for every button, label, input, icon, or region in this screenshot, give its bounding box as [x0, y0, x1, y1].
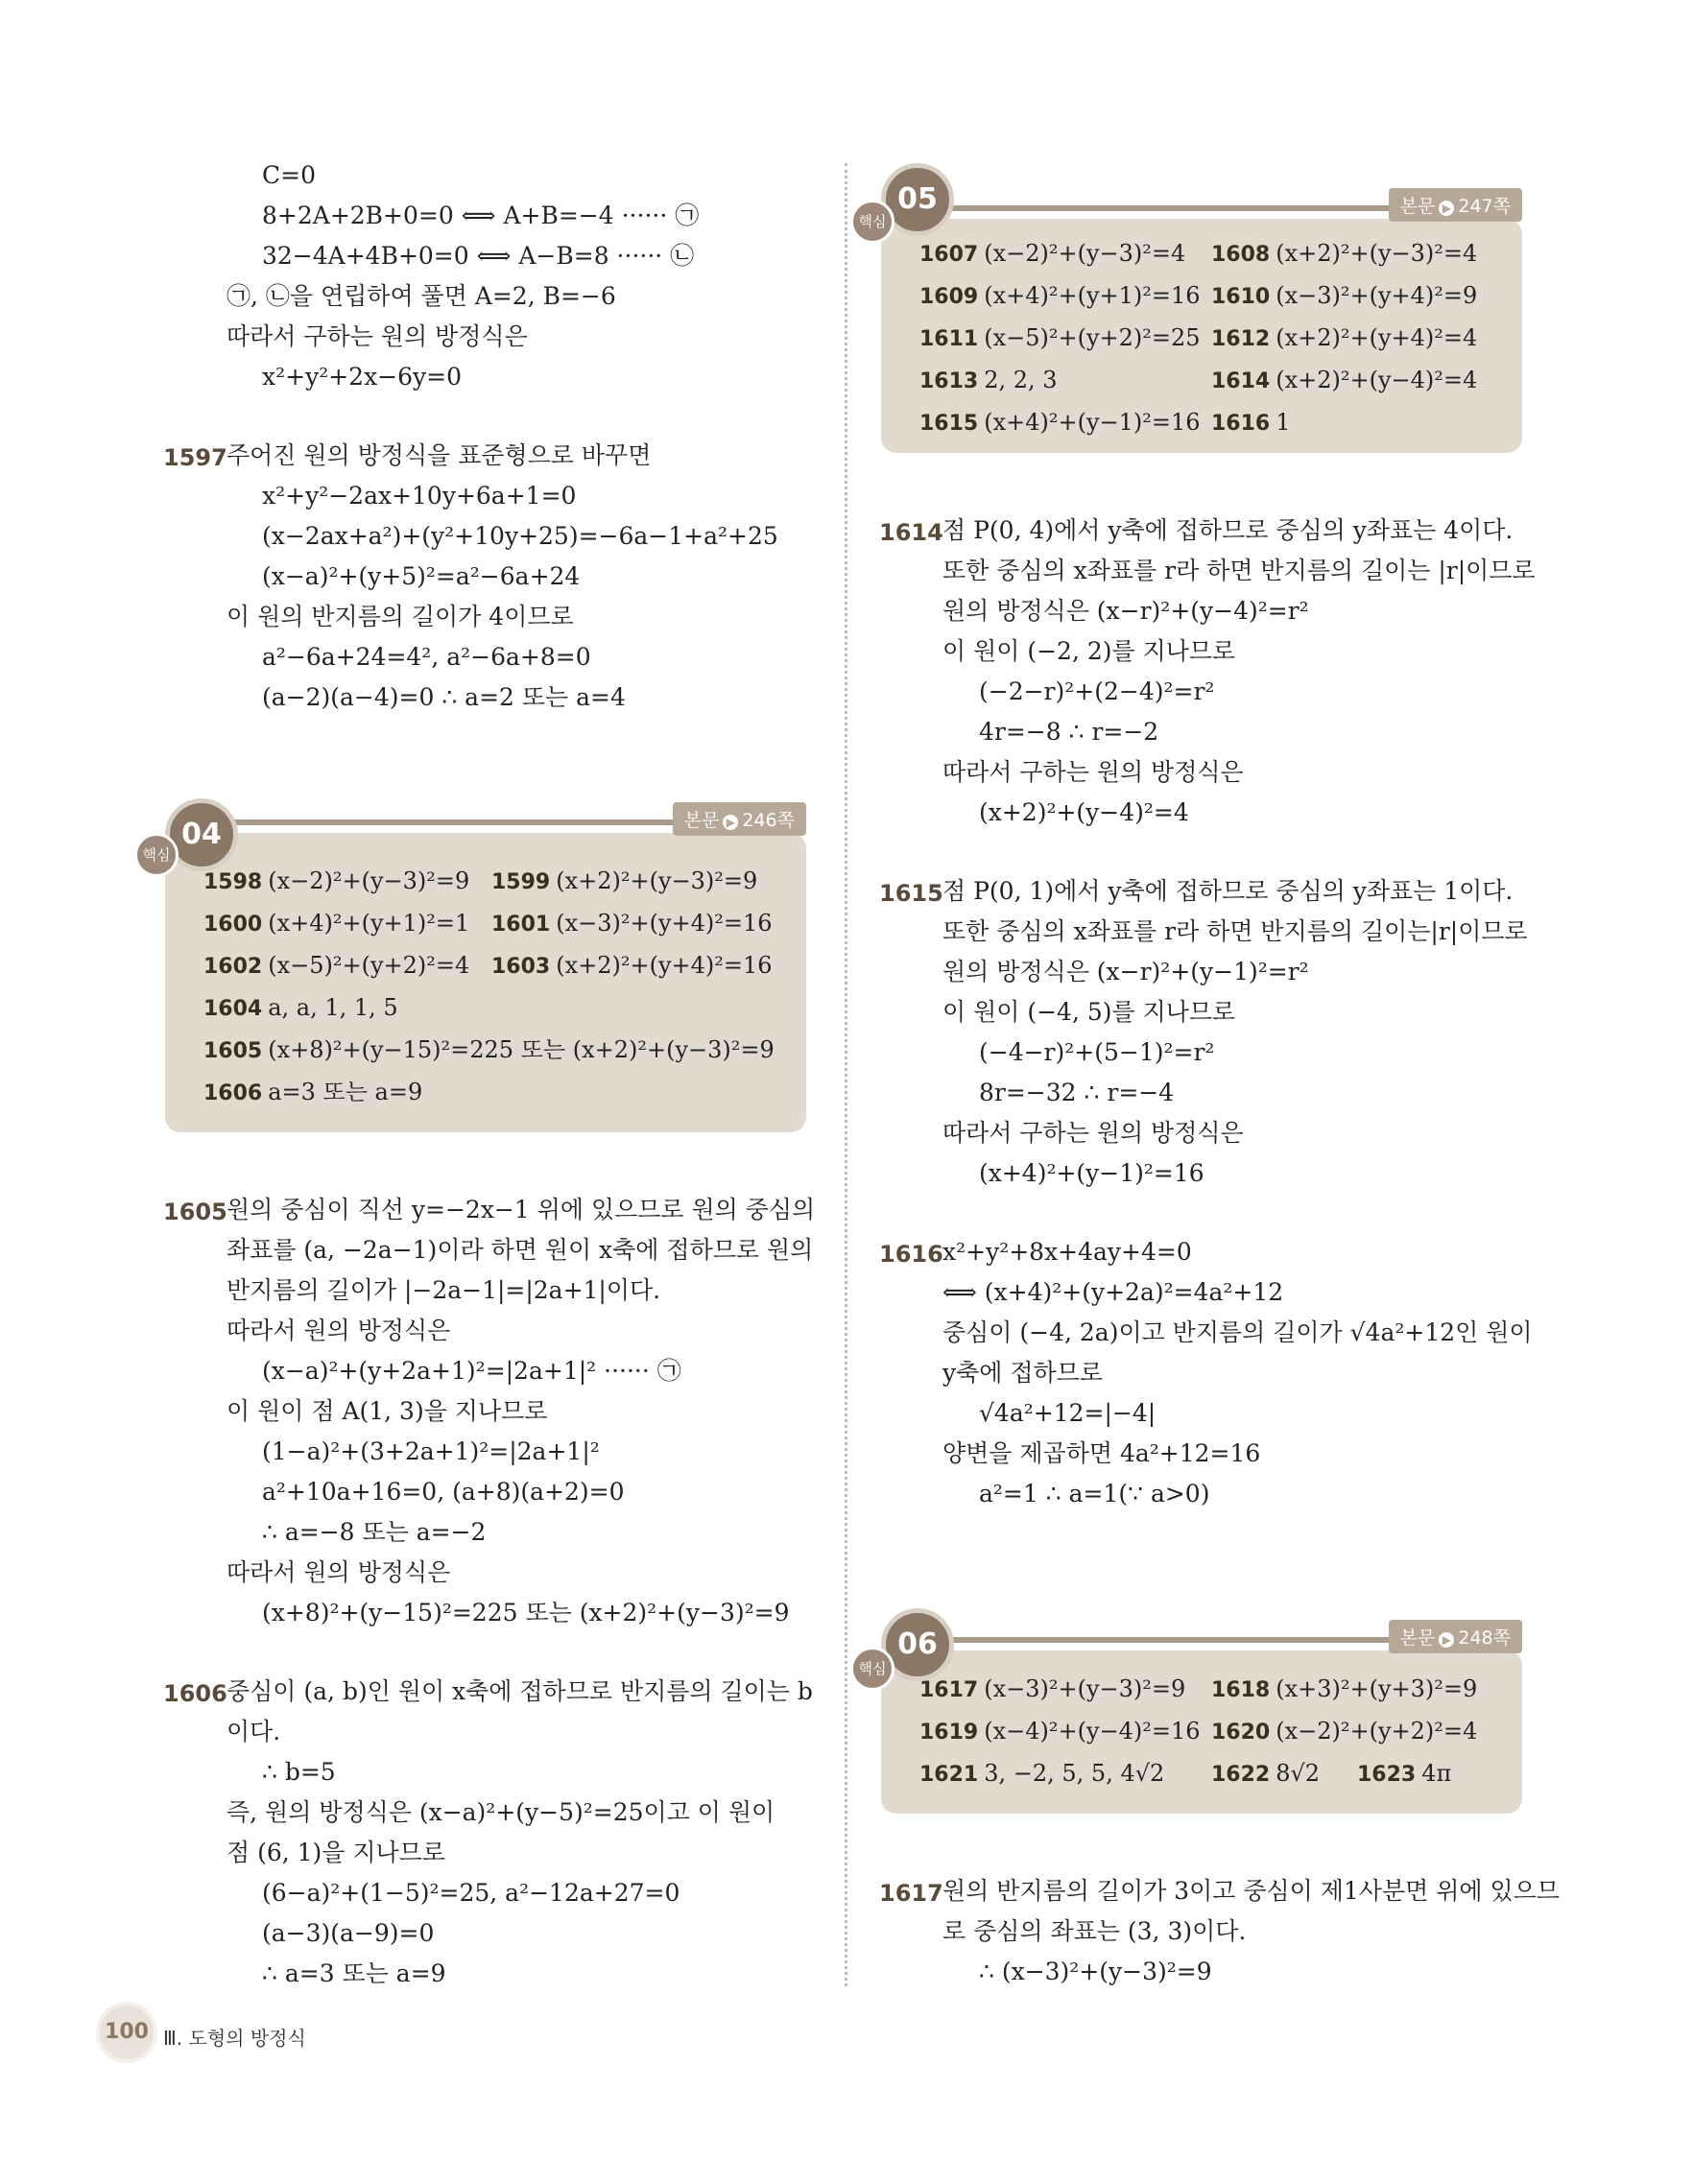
text-line: 8+2A+2B+0=0 ⟺ A+B=−4 ······ ㉠: [262, 202, 700, 229]
text-line: 또한 중심의 x좌표를 r라 하면 반지름의 길이는 |r|이므로: [942, 557, 1536, 584]
text-line: 원의 중심이 직선 y=−2x−1 위에 있으므로 원의 중심의: [227, 1196, 816, 1223]
text-line: 따라서 구하는 원의 방정식은: [942, 758, 1244, 786]
text-line: (x−2ax+a²)+(y²+10y+25)=−6a−1+a²+25: [262, 522, 778, 550]
text-line: 반지름의 길이가 |−2a−1|=|2a+1|이다.: [227, 1276, 661, 1304]
text-line: 원의 반지름의 길이가 3이고 중심이 제1사분면 위에 있으므: [942, 1877, 1560, 1905]
text-line: ⟺ (x+4)²+(y+2a)²=4a²+12: [942, 1278, 1284, 1306]
arrow-icon: ▶: [723, 815, 738, 830]
text-line: (a−3)(a−9)=0: [262, 1919, 435, 1947]
text-line: ∴ a=−8 또는 a=−2: [262, 1518, 487, 1546]
text-line: 점 P(0, 4)에서 y축에 접하므로 중심의 y좌표는 4이다.: [942, 516, 1514, 544]
answer-box-06: 본문 ▶ 248쪽 1617 (x−3)²+(y−3)²=9 1618 (x+3)²+(y+3)²=9 1619 (x−4)²+(y−4)²=16 1620 (x−2)²+(y+2)²=4 1621 3, −2, 5, 5, 4√2 1622 8√2 1623 4π: [881, 1650, 1522, 1814]
chapter-title: Ⅲ. 도형의 방정식: [163, 2027, 306, 2050]
text-line: a²−6a+24=4², a²−6a+8=0: [262, 643, 591, 671]
text-line: (x−a)²+(y+5)²=a²−6a+24: [262, 562, 581, 590]
reference-tag: 본문 ▶ 248쪽: [1389, 1620, 1522, 1653]
text-line: 이 원의 반지름의 길이가 4이므로: [227, 603, 574, 630]
text-line: 이 원이 점 A(1, 3)을 지나므로: [227, 1397, 548, 1425]
text-line: ∴ (x−3)²+(y−3)²=9: [979, 1958, 1212, 1985]
text-line: y축에 접하므로: [942, 1359, 1103, 1387]
text-line: 로 중심의 좌표는 (3, 3)이다.: [942, 1917, 1247, 1945]
text-line: 중심이 (−4, 2a)이고 반지름의 길이가 √4a²+12인 원이: [942, 1318, 1533, 1346]
text-line: 따라서 원의 방정식은: [227, 1558, 451, 1586]
reference-tag: 본문 ▶ 247쪽: [1389, 188, 1522, 222]
text-line: 따라서 구하는 원의 방정식은: [227, 322, 528, 350]
text-line: 점 (6, 1)을 지나므로: [227, 1839, 446, 1866]
text-line: x²+y²−2ax+10y+6a+1=0: [262, 482, 577, 510]
text-line: 8r=−32 ∴ r=−4: [979, 1079, 1175, 1106]
text-line: √4a²+12=|−4|: [979, 1399, 1156, 1427]
problem-number: 1614: [879, 519, 943, 546]
text-line: a²+10a+16=0, (a+8)(a+2)=0: [262, 1478, 625, 1506]
text-line: 이 원이 (−2, 2)를 지나므로: [942, 637, 1236, 665]
core-tag: 핵심: [850, 200, 894, 244]
text-line: 중심이 (a, b)인 원이 x축에 접하므로 반지름의 길이는 b: [227, 1677, 813, 1705]
problem-number: 1616: [879, 1241, 943, 1268]
text-line: (−2−r)²+(2−4)²=r²: [979, 677, 1215, 705]
problem-number: 1597: [163, 444, 227, 471]
text-line: ㉠, ㉡을 연립하여 풀면 A=2, B=−6: [227, 282, 616, 310]
text-line: 원의 방정식은 (x−r)²+(y−4)²=r²: [942, 597, 1309, 625]
arrow-icon: ▶: [1439, 201, 1454, 216]
text-line: (6−a)²+(1−5)²=25, a²−12a+27=0: [262, 1879, 680, 1907]
core-tag: 핵심: [134, 833, 179, 877]
text-line: ∴ b=5: [262, 1758, 336, 1786]
text-line: 이 원이 (−4, 5)를 지나므로: [942, 998, 1236, 1026]
text-line: 4r=−8 ∴ r=−2: [979, 718, 1159, 746]
core-tag: 핵심: [850, 1647, 894, 1691]
problem-number: 1605: [163, 1199, 227, 1225]
section-badge-05: 05: [881, 163, 954, 236]
text-line: ∴ a=3 또는 a=9: [262, 1959, 446, 1987]
text-line: x²+y²+2x−6y=0: [262, 363, 462, 391]
text-line: 좌표를 (a, −2a−1)이라 하면 원이 x축에 접하므로 원의: [227, 1236, 814, 1264]
text-line: 즉, 원의 방정식은 (x−a)²+(y−5)²=25이고 이 원이: [227, 1798, 775, 1826]
problem-number: 1606: [163, 1680, 227, 1707]
text-line: (x+8)²+(y−15)²=225 또는 (x+2)²+(y−3)²=9: [262, 1599, 790, 1626]
column-divider: [845, 163, 847, 1986]
text-line: 주어진 원의 방정식을 표준형으로 바꾸면: [227, 441, 652, 469]
answer-box-05: 본문 ▶ 247쪽 1607 (x−2)²+(y−3)²=4 1608 (x+2)²+(y−3)²=4 1609 (x+4)²+(y+1)²=16 1610 (x−3)²+(y+4)²=9 1611 (x−5)²+(y+2)²=25 1612 (x+2)²+(y+4)²=4 1613 2, 2, 3 1614 (x+2)²+(y−4)²=4 1615 (x+4)²+(y−1)²=16 1616 1: [881, 219, 1522, 453]
text-line: 원의 방정식은 (x−r)²+(y−1)²=r²: [942, 958, 1309, 985]
text-line: (x+2)²+(y−4)²=4: [979, 798, 1189, 826]
text-line: (x+4)²+(y−1)²=16: [979, 1159, 1204, 1187]
text-line: 따라서 원의 방정식은: [227, 1317, 451, 1344]
text-line: 32−4A+4B+0=0 ⟺ A−B=8 ······ ㉡: [262, 242, 695, 270]
text-line: (1−a)²+(3+2a+1)²=|2a+1|²: [262, 1437, 600, 1465]
text-line: a²=1 ∴ a=1(∵ a>0): [979, 1480, 1210, 1507]
text-line: 양변을 제곱하면 4a²+12=16: [942, 1439, 1261, 1467]
text-line: (a−2)(a−4)=0 ∴ a=2 또는 a=4: [262, 683, 626, 711]
text-line: 또한 중심의 x좌표를 r라 하면 반지름의 길이는|r|이므로: [942, 917, 1528, 945]
arrow-icon: ▶: [1439, 1632, 1454, 1648]
text-line: C=0: [262, 161, 316, 189]
text-line: (−4−r)²+(5−1)²=r²: [979, 1038, 1215, 1066]
text-line: 이다.: [227, 1718, 281, 1745]
reference-tag: 본문 ▶ 246쪽: [673, 802, 806, 836]
section-badge-04: 04: [165, 798, 238, 871]
text-line: 점 P(0, 1)에서 y축에 접하므로 중심의 y좌표는 1이다.: [942, 877, 1514, 905]
answer-box-04: 본문 ▶ 246쪽 1598 (x−2)²+(y−3)²=9 1599 (x+2)²+(y−3)²=9 1600 (x+4)²+(y+1)²=1 1601 (x−3)²+(y+4)²=16 1602 (x−5)²+(y+2)²=4 1603 (x+2)²+(y+4)²=16 1604 a, a, 1, 1, 5 1605 (x+8)²+(y−15)²=225 또는 (x+2)²+(y−3)²=9 1606 a=3 또는 a=9: [165, 833, 806, 1132]
text-line: (x−a)²+(y+2a+1)²=|2a+1|² ······ ㉠: [262, 1357, 681, 1385]
page-number: 100: [96, 2002, 157, 2063]
problem-number: 1615: [879, 880, 943, 907]
text-line: x²+y²+8x+4ay+4=0: [942, 1238, 1192, 1266]
text-line: 따라서 구하는 원의 방정식은: [942, 1119, 1244, 1147]
problem-number: 1617: [879, 1880, 943, 1907]
section-badge-06: 06: [881, 1608, 954, 1681]
